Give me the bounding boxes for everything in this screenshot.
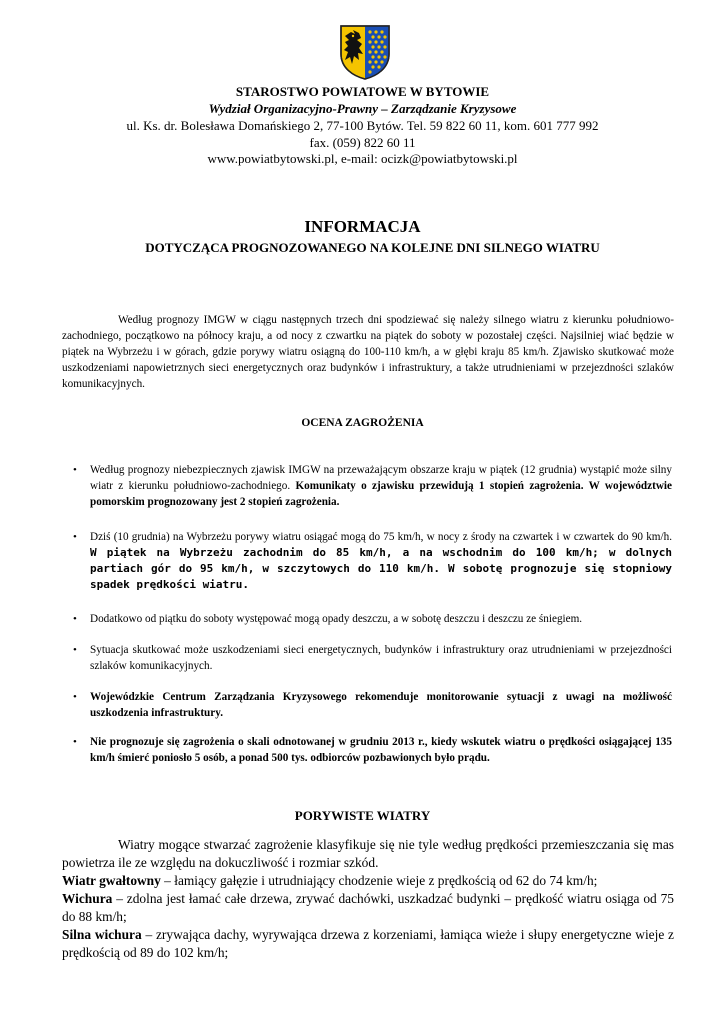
wind-class-item bbox=[62, 890, 674, 926]
bullet-bold-text: Wojewódzkie Centrum Zarządzania Kryzysowego rekomenduje monitorowanie sytuacji z uwagi na możliwość uszkodzenia infrastruktury. bbox=[90, 691, 672, 719]
bullet-icon: • bbox=[73, 464, 77, 476]
intro-paragraph: Według prognozy IMGW w ciągu następnych trzech dni spodziewać się należy silnego wiatru z kierunku południowo-zachodniego, początkowo na północy kraju, a od nocy z czwartku na piątek do soboty w pozostałej części. Najsilniej wiać będzie w piątek na Wybrzeżu i w górach, gdzie porywy wiatru osiągną do 100-110 km/h, a w głębi kraju 85 km/h. Zjawisko skutkować może uszkodzeniami napowietrznych sieci energetycznych oraz budynków i infrastruktury, a także utrudnieniami w przejezdności szlaków komunikacyjnych. bbox=[62, 314, 674, 390]
address-line: ul. Ks. dr. Bolesława Domańskiego 2, 77-100 Bytów. Tel. 59 822 60 11, kom. 601 777 992 bbox=[126, 118, 599, 133]
bullet-icon: • bbox=[73, 736, 77, 748]
bullet-text: Według prognozy niebezpiecznych zjawisk IMGW na przeważającym obszarze kraju w piątek (12 grudnia) wystąpić może silny wiatr z kierunku południowo-zachodniego. bbox=[90, 464, 672, 492]
list-item bbox=[73, 529, 672, 593]
section-title-porywiste: PORYWISTE WIATRY bbox=[294, 808, 431, 823]
wind-class-desc: – zrywająca dachy, wyrywająca drzewa z korzeniami, łamiąca wieże i słupy energetyczne wieje z prędkością od 89 do 102 km/h; bbox=[62, 927, 675, 960]
bullet-text: Sytuacja skutkować może uszkodzeniami sieci energetycznych, budynków i infrastruktury oraz utrudnieniami w przejezdności szlaków komunikacyjnych. bbox=[90, 644, 672, 672]
bullet-text: Dodatkowo od piątku do soboty występować mogą opady deszczu, a w sobotę deszczu i deszczu ze śniegiem. bbox=[90, 613, 583, 625]
bullet-icon: • bbox=[73, 531, 77, 543]
bullet-icon: • bbox=[73, 691, 77, 703]
county-coat-of-arms-icon bbox=[339, 24, 391, 80]
wind-class-term: Wichura bbox=[62, 891, 113, 906]
fax-line: fax. (059) 822 60 11 bbox=[309, 135, 416, 150]
wind-class-term: Wiatr gwałtowny bbox=[62, 873, 161, 888]
wind-class-item bbox=[62, 872, 674, 890]
bullet-bold-text: Komunikaty o zjawisku przewidują 1 stopień zagrożenia. W województwie pomorskim prognozowany jest 2 stopień zagrożenia. bbox=[90, 480, 672, 508]
porywiste-intro: Wiatry mogące stwarzać zagrożenie klasyfikuje się nie tyle według prędkości przemieszczania się mas powietrza ile ze względu na dokuczliwość i rozmiar szkód. bbox=[62, 837, 674, 870]
office-name: STAROSTWO POWIATOWE W BYTOWIE bbox=[235, 84, 490, 99]
list-item bbox=[73, 611, 672, 627]
document-title: INFORMACJA bbox=[304, 217, 421, 236]
threat-bullet-list bbox=[73, 462, 672, 766]
wind-class-term: Silna wichura bbox=[62, 927, 142, 942]
wind-class-item bbox=[62, 926, 674, 962]
porywiste-body bbox=[62, 836, 674, 962]
wind-class-desc: – łamiący gałęzie i utrudniający chodzenie wieje z prędkością od 62 do 74 km/h; bbox=[160, 873, 598, 888]
bullet-bold-text: Nie prognozuje się zagrożenia o skali odnotowanej w grudniu 2013 r., kiedy wskutek wiatru o prędkości osiągającej 135 km/h śmierć poniosło 5 osób, a ponad 500 tys. odbiorców pozbawionych było prądu. bbox=[90, 736, 672, 764]
wind-class-desc: – zdolna jest łamać całe drzewa, zrywać dachówki, uszkadzać budynki – prędkość wiatru osiąga od 75 do 88 km/h; bbox=[62, 891, 674, 924]
list-item bbox=[73, 734, 672, 766]
list-item bbox=[73, 689, 672, 721]
bullet-bold-text: W piątek na Wybrzeżu zachodnim do 85 km/h, a na wschodnim do 100 km/h; w dolnych partiach gór do 95 km/h, w szczytowych do 110 km/h. W sobotę prognozuje się stopniowy spadek prędkości wiatru. bbox=[90, 546, 672, 591]
document-subtitle: DOTYCZĄCA PROGNOZOWANEGO NA KOLEJNE DNI SILNEGO WIATRU bbox=[145, 240, 600, 255]
web-email-line[interactable]: www.powiatbytowski.pl, e-mail: ocizk@powiatbytowski.pl bbox=[207, 151, 518, 166]
bullet-icon: • bbox=[73, 613, 77, 625]
section-title-ocena: OCENA ZAGROŻENIA bbox=[301, 417, 424, 429]
bullet-icon: • bbox=[73, 644, 77, 656]
list-item bbox=[73, 642, 672, 674]
list-item bbox=[73, 462, 672, 510]
bullet-text: Dziś (10 grudnia) na Wybrzeżu porywy wiatru osiągać mogą do 75 km/h, w nocy z środy na czwartek i w czwartek do 90 km/h. bbox=[90, 531, 672, 543]
department-name: Wydział Organizacyjno-Prawny – Zarządzanie Kryzysowe bbox=[208, 101, 517, 116]
